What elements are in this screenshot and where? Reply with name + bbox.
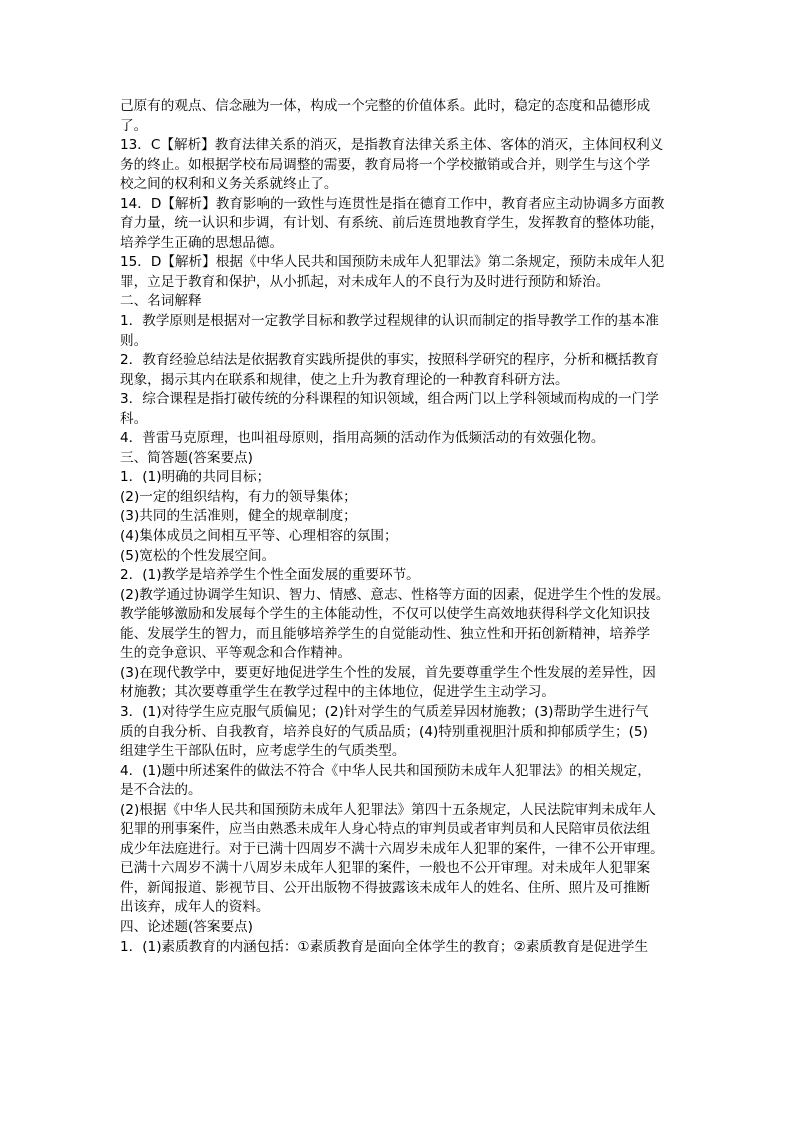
text-line: 出该弃，成年人的资料。 xyxy=(120,899,270,916)
text-line: 犯罪的刑事案件，应当由熟悉未成年人身心特点的审判员或者审判员和人民陪审员依法组 xyxy=(120,821,651,838)
text-line: (4)集体成员之间相互平等、心理相容的氛围； xyxy=(120,528,398,545)
answer-15: 15．D【解析】根据《中华人民共和国预防未成年人犯罪法》第二条规定，预防未成年人犯 xyxy=(120,254,665,271)
text-line: (3)在现代教学中，要更好地促进学生个性的发展，首先要尊重学生个性发展的差异性，因 xyxy=(120,664,656,681)
text-line: 罪，立足于教育和保护，从小抓起，对未成年人的不良行为及时进行预防和矫治。 xyxy=(120,273,610,290)
term-2: 2．教育经验总结法是依据教育实践所提供的事实，按照科学研究的程序，分析和概括教育 xyxy=(120,352,659,369)
text-line: 是不合法的。 xyxy=(120,782,202,799)
text-line: (5)宽松的个性发展空间。 xyxy=(120,547,276,564)
text-line: 校之间的权利和义务关系就终止了。 xyxy=(120,176,338,193)
text-line: 教学能够激励和发展每个学生的主体能动性，不仅可以使学生高效地获得科学文化知识技 xyxy=(120,606,651,623)
section-heading-short-answer: 三、简答题(答案要点) xyxy=(120,449,253,466)
short-answer-2: 2．(1)教学是培养学生个性全面发展的重要环节。 xyxy=(120,567,420,584)
text-line: 己原有的观点、信念融为一体，构成一个完整的价值体系。此时，稳定的态度和品德形成 xyxy=(120,98,651,114)
section-heading-essay: 四、论述题(答案要点) xyxy=(120,918,253,935)
text-line: 能、发展学生的智力，而且能够培养学生的自觉能动性、独立性和开拓创新精神，培养学 xyxy=(120,625,651,642)
short-answer-1: 1．(1)明确的共同目标； xyxy=(120,469,271,486)
text-line: 组建学生干部队伍时，应考虑学生的气质类型。 xyxy=(120,743,406,760)
text-line: 成少年法庭进行。对于已满十四周岁不满十六周岁未成年人犯罪的案件，一律不公开审理。 xyxy=(120,840,664,857)
text-line: 已满十六周岁不满十八周岁未成年人犯罪的案件，一般也不公开审理。对未成年人犯罪案 xyxy=(120,860,651,877)
text-line: 质的自我分析、自我教育，培养良好的气质品质；(4)特别重视胆汁质和抑郁质学生；(5) xyxy=(120,723,648,740)
text-line: (2)一定的组织结构，有力的领导集体； xyxy=(120,488,357,505)
short-answer-4: 4．(1)题中所述案件的做法不符合《中华人民共和国预防未成年人犯罪法》的相关规定， xyxy=(120,762,651,779)
text-line: 材施教；其次要尊重学生在教学过程中的主体地位，促进学生主动学习。 xyxy=(120,684,555,701)
answer-14: 14．D【解析】教育影响的一致性与连贯性是指在德育工作中，教育者应主动协调多方面教 xyxy=(120,195,665,212)
text-line: 育力量，统一认识和步调，有计划、有系统、前后连贯地教育学生，发挥教育的整体功能， xyxy=(120,215,664,232)
text-line: 务的终止。如根据学校布局调整的需要，教育局将一个学校撤销或合并，则学生与这个学 xyxy=(120,156,651,173)
text-line: 了。 xyxy=(120,117,148,134)
text-line: 现象，揭示其内在联系和规律，使之上升为教育理论的一种教育科研方法。 xyxy=(120,371,569,388)
term-1: 1．教学原则是根据对一定教学目标和教学过程规律的认识而制定的指导教学工作的基本准 xyxy=(120,313,659,330)
text-line: 科。 xyxy=(120,410,148,427)
term-4: 4．普雷马克原理，也叫祖母原则，指用高频的活动作为低频活动的有效强化物。 xyxy=(120,430,605,447)
essay-1: 1．(1)素质教育的内涵包括：①素质教育是面向全体学生的教育；②素质教育是促进学生 xyxy=(120,938,649,955)
text-line: 件，新闻报道、影视节目、公开出版物不得披露该未成年人的姓名、住所、照片及可推断 xyxy=(120,879,651,896)
text-line: 则。 xyxy=(120,332,148,349)
document-page xyxy=(120,97,682,957)
term-3: 3．综合课程是指打破传统的分科课程的知识领域，组合两门以上学科领域而构成的一门学 xyxy=(120,391,659,408)
text-line: (3)共同的生活准则，健全的规章制度； xyxy=(120,508,357,525)
text-line: (2)教学通过协调学生知识、智力、情感、意志、性格等方面的因素，促进学生个性的发展。 xyxy=(120,586,670,603)
text-line: 培养学生正确的思想品德。 xyxy=(120,234,284,251)
text-line: (2)根据《中华人民共和国预防未成年人犯罪法》第四十五条规定，人民法院审判未成年人 xyxy=(120,801,656,818)
section-heading-term-explanation: 二、名词解释 xyxy=(120,293,202,310)
text-line: 生的竞争意识、平等观念和合作精神。 xyxy=(120,645,352,662)
short-answer-3: 3．(1)对待学生应克服气质偏见；(2)针对学生的气质差异因材施教；(3)帮助学生进行气 xyxy=(120,703,649,720)
answer-13: 13．C【解析】教育法律关系的消灭，是指教育法律关系主体、客体的消灭，主体间权利义 xyxy=(120,137,664,154)
